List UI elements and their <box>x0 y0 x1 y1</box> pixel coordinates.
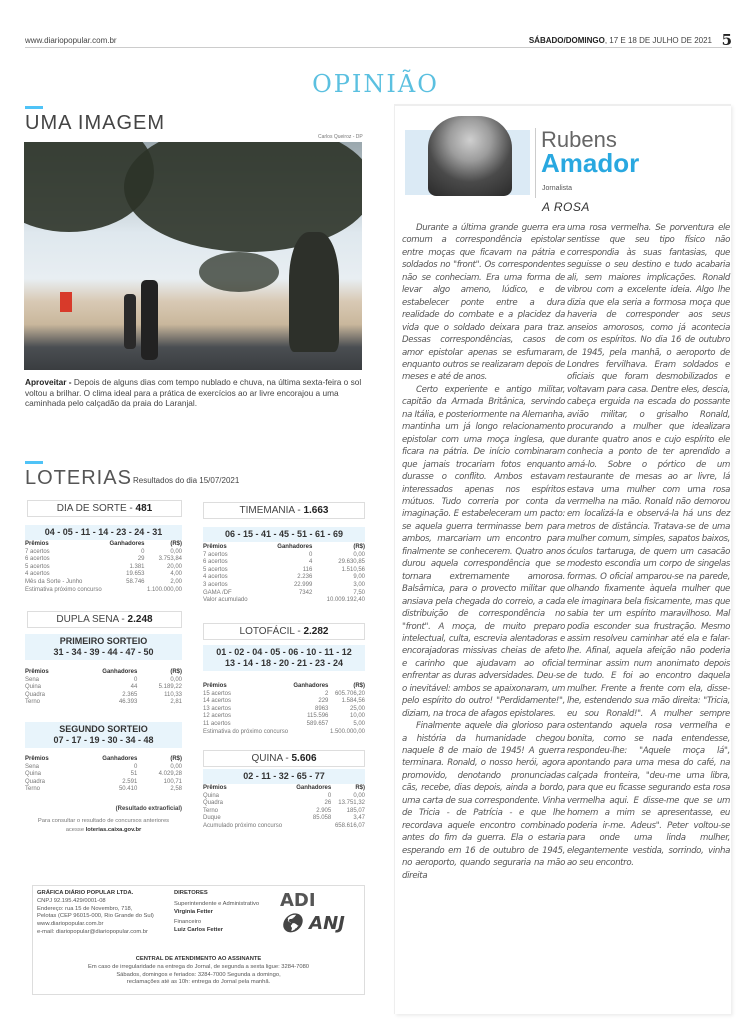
column-header: Ganhadores <box>277 544 313 550</box>
article-title: A ROSA <box>542 200 590 214</box>
lotofacil-numbers <box>203 645 365 671</box>
column-header: Prêmios <box>203 785 227 791</box>
extraofficial-note: (Resultado extraoficial) <box>115 806 182 812</box>
table-cell: 10,00 <box>349 713 365 720</box>
table-cell: 8963 <box>315 705 329 712</box>
table-cell: 3 acertos <box>203 581 228 588</box>
table-cell: 10.009.192,40 <box>326 597 365 604</box>
caption-text: Depois de alguns dias com tempo nublado e chuva, na última sexta-feira o sol voltou a brilhar. O clima ideal para a prática de exercícios ao ar livre encorajou a uma caminhada pelo calçadão da praia do Laranjal. <box>25 377 362 408</box>
central-line: reclamações até as 10h: entrega do Jornal pela manhã. <box>126 979 271 986</box>
table-cell: 2.365 <box>122 691 138 698</box>
article-column-1 <box>402 222 565 882</box>
table-cell <box>107 587 144 595</box>
company-name: GRÁFICA DIÁRIO POPULAR LTDA. <box>37 890 134 896</box>
table-cell: 50.410 <box>118 786 138 793</box>
table-cell: 4 acertos <box>25 571 50 578</box>
globe-icon: 🌎︎ <box>280 913 303 934</box>
column-header: Ganhadores <box>293 683 329 689</box>
column-header: R$) <box>355 785 365 791</box>
table-cell: 1.381 <box>129 563 145 570</box>
lifeguard-tower <box>60 292 72 312</box>
table-cell: 115.596 <box>307 713 329 720</box>
table-header-row <box>203 683 365 691</box>
address-line: Pelotas (CEP 96015-000, Rio Grande do Sul) <box>37 913 154 920</box>
table-cell: 5.189,22 <box>158 684 182 691</box>
table-cell: 4,00 <box>170 571 182 578</box>
table-cell: Valor acumulado <box>203 597 248 604</box>
adi-logo: ADI <box>280 890 316 911</box>
table-cell: 1.100.000,00 <box>146 586 182 593</box>
tree-trunk <box>289 232 339 352</box>
table-row <box>203 559 365 567</box>
dupla-sena-second-draw <box>25 722 182 748</box>
table-cell: 3.753,84 <box>158 556 182 563</box>
table-row <box>203 706 365 714</box>
table-row <box>203 800 365 808</box>
table-cell: 0,00 <box>170 763 182 770</box>
column-header: (R$) <box>170 669 182 675</box>
table-cell: 0,00 <box>353 551 365 558</box>
table-row <box>203 729 365 737</box>
page-header <box>25 31 732 49</box>
article-column-2 <box>567 222 730 870</box>
table-cell: Estimativa do próximo concurso <box>203 728 289 735</box>
accent-bar <box>25 461 43 464</box>
table-cell: Sena <box>25 676 40 683</box>
consult-text: Para consultar o resultado de concursos anteriores <box>37 818 170 824</box>
lottery-name: DIA DE SORTE - <box>56 503 136 514</box>
column-header: (R$) <box>170 756 182 762</box>
table-cell: 20,00 <box>166 563 182 570</box>
central-line: Sábados, domingos e feriados: 3284-7000 Segunda a domingo, <box>116 971 281 978</box>
table-cell: Terno <box>25 786 41 793</box>
table-cell: 7342 <box>298 589 313 596</box>
table-cell: Duque <box>203 815 221 822</box>
table-cell: 185,07 <box>346 807 365 814</box>
table-cell: 589.657 <box>306 720 329 727</box>
table-cell: 7,50 <box>353 589 365 596</box>
table-cell: Quina <box>25 684 42 691</box>
contest-number: 481 <box>135 503 153 514</box>
dia-de-sorte-title <box>27 500 182 517</box>
table-cell: 2.905 <box>316 807 332 814</box>
table-cell: 116 <box>302 566 313 573</box>
column-header: Prêmios <box>203 683 227 689</box>
table-row <box>203 574 365 582</box>
article-paragraph: Finalmente aquele dia glorioso para a história da humanidade chegou naquele 8 de maio de 1945! A guerra terminara. Ronald, o nosso herói, agora promovido, denotando pronunciadas cãs, recebe, dias depois, ainda a bordo, uma carta de sua correspondente. Vinha de Tricia - de Patrícia - e que lhe recordava aquele encontro combinado antes do fim da guerra. Ela o estaria esperando em 16 de outubro de 1945, no aeroporto, quando seguraria na mão direita <box>402 721 565 881</box>
column-header: Ganhadores <box>102 756 138 762</box>
table-cell: 6 acertos <box>25 556 50 563</box>
beach-photo <box>24 142 362 370</box>
loterias-heading: LOTERIAS <box>25 467 132 489</box>
central-title: CENTRAL DE ATENDIMENTO AO ASSINANTE <box>135 956 262 962</box>
table-header-row <box>203 785 365 793</box>
table-cell: Quadra <box>25 778 46 785</box>
table-cell: 12 acertos <box>203 713 232 720</box>
author-last-name: Amador <box>541 148 640 178</box>
dupla-sena-title <box>27 611 182 628</box>
table-cell: 2,81 <box>170 699 182 706</box>
table-cell: 7 acertos <box>25 548 50 555</box>
expediente-box <box>32 885 365 995</box>
edition-day: SÁBADO/DOMINGO <box>528 36 605 45</box>
central-line: Em caso de irregularidade na entrega do Jornal, de segunda a sexta ligue: 3284-7080 <box>87 963 310 970</box>
uma-imagem-heading: UMA IMAGEM <box>25 112 166 134</box>
table-cell: 2,00 <box>170 578 182 585</box>
table-cell: 1.510,56 <box>341 566 365 573</box>
email-link[interactable]: e-mail: diariopopular@diariopopular.com.br <box>37 928 148 935</box>
table-cell: Quina <box>203 792 220 799</box>
table-cell: 2 <box>325 690 329 697</box>
column-header: Ganhadores <box>296 785 332 791</box>
table-cell: Mês da Sorte - Junho <box>25 578 83 585</box>
column-header: Ganhadores <box>109 541 145 547</box>
quina-table <box>203 785 365 831</box>
column-header: Prêmios <box>25 669 49 675</box>
table-row <box>25 786 182 794</box>
site-url[interactable]: www.diariopopular.com.br <box>25 36 117 45</box>
table-row <box>25 771 182 779</box>
article-paragraph: Certo experiente e antigo militar, capitão da Armada Britânica, servindo na Itália, e posteriormente na Alemanha, mantinha um já longo relacionamento epistolar com uma moça inglesa, que ficara na pátria. De início combinaram que jamais trocariam fotos enquanto durasse o conflito. Ambos estavam interessados apenas nos espíritos mútuos. Tudo correria por conta da imaginação. E estabeleceram um pacto: se aquela guerra terminasse bem para ambos, marcariam um encontro para finalmente se conhecerem. Quatro anos durou aquela correspondência que se tornara extremamente amorosa. Balsâmica, para o provecto militar que ansiava pela chegada do correio, a cada distribuição de correspondência no "front". A moça, de muito preparo intelectual, culta, escrevia alentadoras e encorajadoras missivas cheias de afeto e carinho que ajudavam ao oficial enfrentar as duras adversidades. Deu-se o inevitável: ambos se apaixonaram, um pelo espírito do outro! "Perdidamente!", diziam, na troca de afagos epistolares. <box>402 384 565 719</box>
loterias-date: Resultados do dia 15/07/2021 <box>133 476 240 485</box>
dupla-sena-first-table <box>25 669 182 707</box>
table-cell: 0,00 <box>170 548 182 555</box>
draw-numbers: 07 - 17 - 19 - 30 - 34 - 48 <box>53 735 154 745</box>
table-cell: 7 acertos <box>203 551 228 558</box>
table-row <box>203 590 365 598</box>
edition-date <box>529 36 712 45</box>
table-cell: 19.653 <box>126 571 145 578</box>
lotofacil-title <box>203 623 365 640</box>
table-cell: 3,00 <box>353 581 365 588</box>
table-row <box>25 564 182 572</box>
table-cell: 0,00 <box>353 792 365 799</box>
director-role: Superintendente e Administrativo <box>174 900 260 907</box>
dupla-sena-first-draw <box>25 634 182 660</box>
table-cell: Quadra <box>203 800 224 807</box>
table-cell: 6 acertos <box>203 559 228 566</box>
table-row <box>203 793 365 801</box>
table-cell: 11 acertos <box>203 720 231 727</box>
table-cell: 100,71 <box>163 778 182 785</box>
contest-number: 1.663 <box>303 505 329 516</box>
table-cell: 5,00 <box>353 720 365 727</box>
table-row <box>25 677 182 685</box>
table-cell: 9,00 <box>353 574 365 581</box>
accent-bar <box>25 106 43 109</box>
table-row <box>203 691 365 699</box>
caption-lead: Aproveitar - <box>25 377 72 387</box>
table-row <box>25 556 182 564</box>
table-row <box>203 713 365 721</box>
table-cell: 1.500.000,00 <box>329 728 365 735</box>
director-name: Virginia Fetter <box>174 908 213 915</box>
table-row <box>203 823 365 831</box>
page-number: 5 <box>721 31 732 49</box>
loterias-link[interactable]: loterias.caixa.gov.br <box>85 827 142 833</box>
draw-label: SEGUNDO SORTEIO <box>59 724 148 734</box>
table-cell: 0 <box>141 548 145 555</box>
address-line: Endereço: rua 15 de Novembro, 718, <box>37 905 133 912</box>
central-atendimento <box>33 956 364 987</box>
table-cell: 4 acertos <box>203 574 228 581</box>
table-cell: Terno <box>203 807 219 814</box>
table-cell: 658.616,07 <box>334 822 365 829</box>
lotofacil-table <box>203 683 365 736</box>
article-paragraph: uma rosa vermelha. Se porventura ele sentisse que seu tipo físico não correspondia às suas fantasias, que seguisse o seu destino e tudo acabaria ali, sem maiores implicações. Ronald vibrou com a excelente ideia. Algo lhe dizia que ela seria a formosa moça que haveria de corresponder aos seus anseios amorosos, como já acontecia com os espíritos. No dia 16 de outubro de 1945, pela manhã, o aeroporto de Londres fervilhava. Eram soldados e oficiais que foram desmobilizados e voltavam para casa. Dentre eles, descia, cabeça erguida na escada do possante avião militar, o grisalho Ronald, procurando a mulher que idealizara durante quatro anos e cujo espírito ele conhecia a ponto de ter aprendido a amá-lo. Sobre o pórtico de um restaurante de mesas ao ar livre, lá estava uma mulher com uma rosa vermelha na mão. Ronald não demorou em localizá-la e observá-la há uns dez metros de distância. Tratava-se de uma mulher comum, simples, sapatos baixos, óculos tartaruga, de quem um casacão modesto escondia um corpo de singelas formas. O oficial amparou-se na parede, olhando fixamente àquela mulher que ele imaginara bela fisicamente, mas que sabia ter um espírito maravilhoso. Mal podia esconder sua frustração. Mesmo assim resolveu caminhar até ela e falar-lhe. Afinal, aquela afeição não poderia terminar assim num anonimato depois de tudo. E foi ao encontro daquela mulher. Frente a frente com ela, disse-lhe, estendendo sua mão direita: "Tricia, eu sou Ronald!". A mulher sempre ostentando aquela rosa vermelha e bonita, como se nada entendesse, respondeu-lhe: "Aquele moça lá", apontando para uma mesa do café, na calçada fronteira, "deu-me uma libra, para que eu ficasse segurando esta rosa vermelha aqui. E disse-me que se um homem a mim se apresentasse, eu poderia ir-me. Adeus". Peter voltou-se para onde uma linda mulher, elegantemente vestida, sorrindo, vinha ao seu encontro. <box>567 223 730 869</box>
table-cell: 85.058 <box>312 815 332 822</box>
table-row <box>25 587 182 595</box>
column-header: Prêmios <box>25 541 49 547</box>
table-cell: 44 <box>130 684 138 691</box>
table-cell: 26 <box>324 800 332 807</box>
table-row <box>203 552 365 560</box>
table-cell: 22.999 <box>293 581 313 588</box>
table-row <box>25 692 182 700</box>
author-portrait <box>428 116 512 196</box>
lottery-name: QUINA - <box>251 753 292 764</box>
table-cell <box>264 597 312 605</box>
divider <box>535 128 536 198</box>
table-cell: 2,58 <box>170 786 182 793</box>
timemania-table <box>203 544 365 605</box>
table-cell: 29 <box>137 556 145 563</box>
table-header-row <box>25 541 182 549</box>
author-role: Jornalista <box>542 185 572 192</box>
table-cell: 25,00 <box>349 705 365 712</box>
table-cell: 3,47 <box>353 815 365 822</box>
table-header-row <box>25 669 182 677</box>
table-row <box>203 582 365 590</box>
table-cell: 4 <box>308 559 313 566</box>
anj-logo <box>280 913 345 934</box>
numbers-line: 01 - 02 - 04 - 05 - 06 - 10 - 11 - 12 <box>216 647 352 657</box>
company-info <box>37 890 154 937</box>
table-row <box>25 764 182 772</box>
dupla-sena-second-table <box>25 756 182 794</box>
lottery-name: DUPLA SENA - <box>56 614 128 625</box>
table-cell: 0 <box>327 792 332 799</box>
directors <box>174 890 259 935</box>
table-row <box>25 571 182 579</box>
table-cell: 51 <box>130 771 138 778</box>
dia-de-sorte-table <box>25 541 182 594</box>
table-row <box>203 698 365 706</box>
draw-numbers: 31 - 34 - 39 - 44 - 47 - 50 <box>53 647 154 657</box>
table-cell: 29.630,85 <box>338 559 365 566</box>
table-row <box>203 567 365 575</box>
column-header: Prêmios <box>25 756 49 762</box>
table-cell: 13.751,32 <box>338 800 365 807</box>
contest-number: 5.606 <box>291 753 317 764</box>
table-row <box>203 808 365 816</box>
table-cell: Quina <box>25 771 42 778</box>
table-cell <box>292 729 329 737</box>
table-cell: 58.746 <box>126 578 145 585</box>
site-link[interactable]: www.diariopopular.com.br <box>37 921 104 928</box>
table-row <box>25 779 182 787</box>
anj-logo-text: ANJ <box>309 913 345 934</box>
table-header-row <box>203 544 365 552</box>
table-cell: 2.591 <box>122 778 138 785</box>
timemania-numbers: 06 - 15 - 41 - 45 - 51 - 61 - 69 <box>203 527 365 542</box>
table-cell: 2.236 <box>297 574 313 581</box>
table-row <box>25 579 182 587</box>
table-cell: Terno <box>25 699 41 706</box>
table-row <box>203 721 365 729</box>
table-row <box>25 699 182 707</box>
consult-note <box>25 817 182 835</box>
contest-number: 2.248 <box>127 614 153 625</box>
article-paragraph: Durante a última grande guerra era comum a correspondência epistolar entre moças que ficavam na pátria e soldados no "front". Os correspondentes não se conheciam. Era uma forma de levar algo ameno, lúdico, e de estabelecer ponte entre a dura realidade do combate e a placidez da vida que o soldado deixara para traz. Dessas correspondências, casos de amor epistolar apenas se esfumaram, enquanto outros se realizaram depois de meses e até de anos. <box>402 223 565 383</box>
table-cell: 0,00 <box>170 676 182 683</box>
table-cell: 0 <box>133 676 138 683</box>
tree-foliage <box>199 252 279 292</box>
lottery-name: TIMEMANIA - <box>239 505 304 516</box>
table-row <box>25 549 182 557</box>
table-cell: Estimativa próximo concurso <box>25 586 102 593</box>
draw-label: PRIMEIRO SORTEIO <box>59 636 148 646</box>
edition-date-text: , 17 E 18 DE JULHO DE 2021 <box>604 36 712 45</box>
person-walking <box>141 280 158 360</box>
section-title: OPINIÃO <box>312 70 439 98</box>
director-role: Financeiro <box>174 919 202 926</box>
quina-numbers: 02 - 11 - 32 - 65 - 77 <box>203 769 365 784</box>
column-header: (R$) <box>353 683 365 689</box>
photo-caption <box>25 377 365 409</box>
cnpj: CNPJ 92.195.429/0001-08 <box>37 897 106 904</box>
directors-title: DIRETORES <box>174 890 208 896</box>
dia-de-sorte-numbers: 04 - 05 - 11 - 14 - 23 - 24 - 31 <box>25 525 182 540</box>
person-walking <box>124 294 136 349</box>
table-cell: 5 acertos <box>25 563 50 570</box>
photo-credit: Carlos Queiroz - DP <box>318 134 363 140</box>
lottery-name: LOTOFÁCIL - <box>239 626 304 637</box>
table-cell: 110,33 <box>164 691 182 698</box>
table-cell: Quadra <box>25 691 46 698</box>
consult-prefix: acesse <box>65 827 86 833</box>
table-row <box>203 597 365 605</box>
author-first-name: Rubens <box>541 127 617 152</box>
table-cell: 1.584,56 <box>341 698 365 705</box>
column-header: Ganhadores <box>102 669 138 675</box>
table-cell: Sena <box>25 763 40 770</box>
table-cell: Acumulado próximo concurso <box>203 822 283 829</box>
table-cell: 15 acertos <box>203 690 232 697</box>
table-cell: GAMA /DF <box>203 589 232 596</box>
table-cell: 5 acertos <box>203 566 228 573</box>
table-header-row <box>25 756 182 764</box>
table-cell <box>292 823 331 831</box>
table-cell: 4.029,28 <box>158 771 182 778</box>
column-header: Prêmios <box>203 544 227 550</box>
table-cell: 13 acertos <box>203 705 232 712</box>
table-cell: 0 <box>133 763 138 770</box>
table-row <box>25 684 182 692</box>
numbers-line: 13 - 14 - 18 - 20 - 21 - 23 - 24 <box>224 658 344 668</box>
table-cell: 0 <box>308 551 313 558</box>
column-header: (R$) <box>353 544 365 550</box>
table-cell: 46.393 <box>118 699 138 706</box>
quina-title <box>203 750 365 767</box>
column-header: (R$) <box>170 541 182 547</box>
table-row <box>203 815 365 823</box>
timemania-title <box>203 502 365 519</box>
table-cell: 14 acertos <box>203 698 232 705</box>
contest-number: 2.282 <box>303 626 329 637</box>
table-cell: 605.706,20 <box>334 690 365 697</box>
director-name: Luiz Carlos Fetter <box>174 927 223 934</box>
table-cell: 229 <box>318 698 329 705</box>
